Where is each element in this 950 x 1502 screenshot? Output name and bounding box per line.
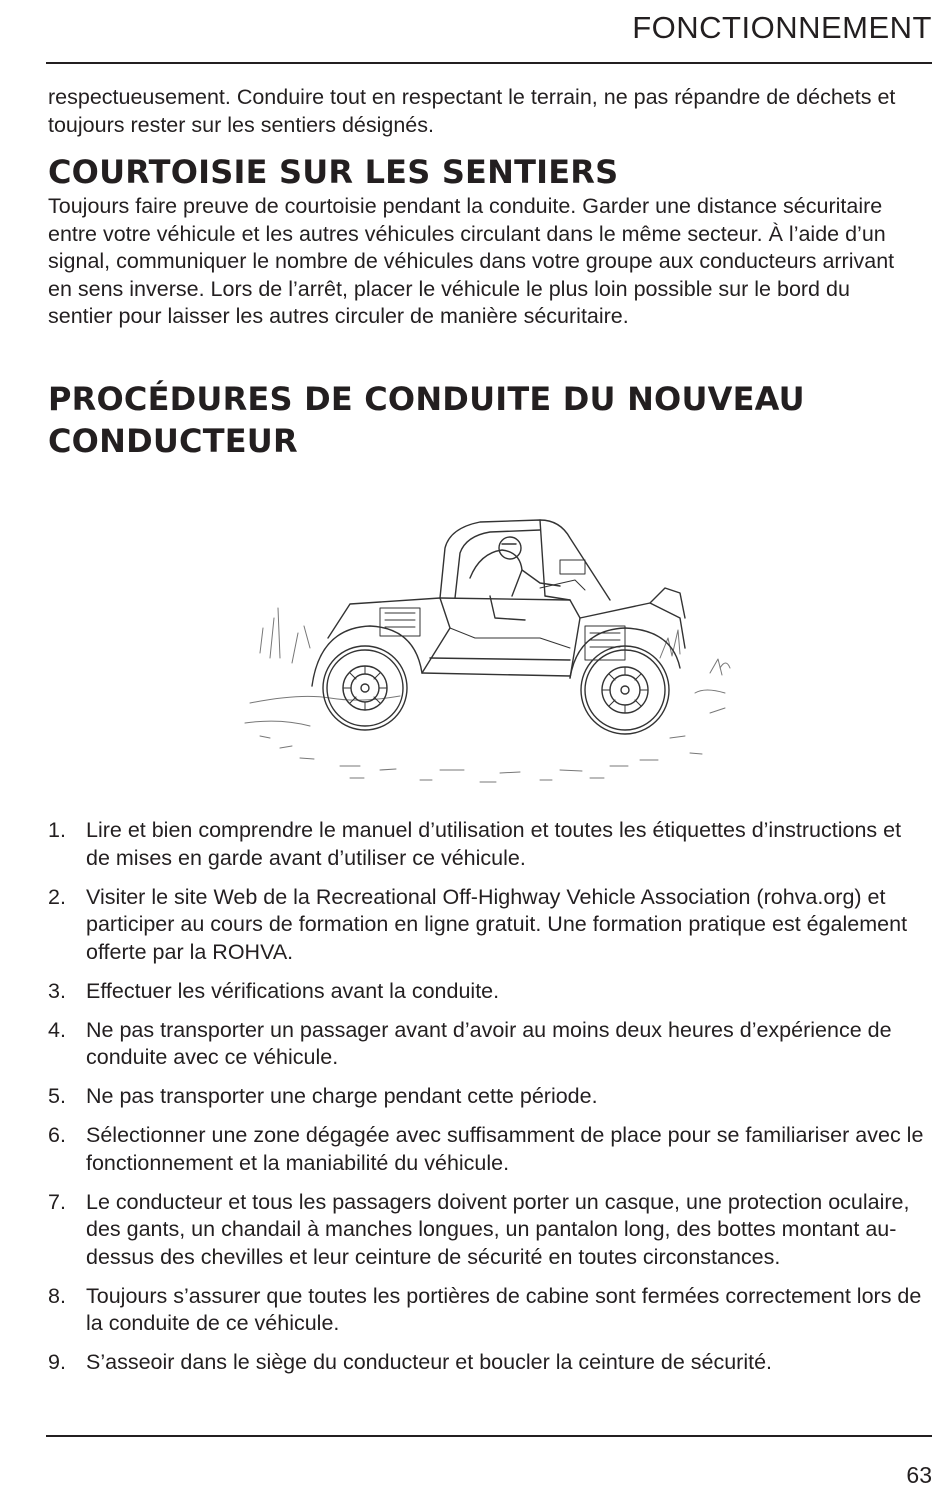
step-number: 8. bbox=[48, 1283, 66, 1308]
step-text: Effectuer les vérifications avant la conduite. bbox=[86, 978, 500, 1003]
step-text: Toujours s’assurer que toutes les portières de cabine sont fermées correctement lors de la conduite de ce véhicule. bbox=[86, 1283, 922, 1335]
list-item bbox=[48, 1122, 930, 1177]
page-number: 63 bbox=[906, 1462, 932, 1488]
intro-paragraph: respectueusement. Conduire tout en respectant le terrain, ne pas répandre de déchets et toujours rester sur les sentiers désignés. bbox=[48, 85, 896, 137]
header-rule bbox=[46, 62, 932, 64]
list-item bbox=[48, 1017, 930, 1072]
new-driver-heading: PROCÉDURES DE CONDUITE DU NOUVEAU CONDUCTEUR bbox=[48, 380, 805, 460]
section-title: FONCTIONNEMENT bbox=[632, 10, 932, 45]
step-number: 6. bbox=[48, 1123, 66, 1147]
list-item bbox=[48, 1349, 930, 1377]
step-number: 1. bbox=[48, 818, 66, 842]
side-by-side-vehicle-illustration bbox=[240, 508, 740, 793]
courtesy-paragraph: Toujours faire preuve de courtoisie pendant la conduite. Garder une distance sécuritaire entre votre véhicule et les autres véhicules circulant dans le même secteur. À l’aide d’un signal, communiquer le nombre de véhicules dans votre groupe aux conducteurs arrivant en sens inverse. Lors de l’arrêt, placer le véhicule le plus loin possible sur le bord du sentier pour laisser les autres circuler de manière sécuritaire. bbox=[48, 194, 895, 328]
step-number: 7. bbox=[48, 1189, 66, 1214]
step-text: Le conducteur et tous les passagers doivent porter un casque, une protection oculaire, des gants, un chandail à manches longues, un pantalon long, des bottes montant au-dessus des chevilles et leur ceinture de sécurité en toutes circonstances. bbox=[86, 1189, 910, 1269]
list-item bbox=[48, 884, 930, 967]
step-text: Ne pas transporter un passager avant d’avoir au moins deux heures d’expérience de conduite avec ce véhicule. bbox=[86, 1017, 892, 1069]
step-number: 5. bbox=[48, 1084, 66, 1108]
list-item bbox=[48, 978, 930, 1006]
step-text: S’asseoir dans le siège du conducteur et boucler la ceinture de sécurité. bbox=[86, 1350, 773, 1374]
footer-rule bbox=[46, 1435, 932, 1437]
step-text: Sélectionner une zone dégagée avec suffisamment de place pour se familiariser avec le fonctionnement et la maniabilité du véhicule. bbox=[86, 1123, 924, 1175]
step-text: Ne pas transporter une charge pendant cette période. bbox=[86, 1084, 598, 1108]
step-text: Lire et bien comprendre le manuel d’utilisation et toutes les étiquettes d’instructions et de mises en garde avant d’utiliser ce véhicule. bbox=[86, 818, 902, 870]
list-item bbox=[48, 1283, 930, 1338]
step-number: 9. bbox=[48, 1350, 66, 1374]
list-item bbox=[48, 1083, 930, 1111]
step-number: 3. bbox=[48, 978, 66, 1003]
new-driver-steps-list bbox=[48, 817, 930, 1388]
step-text: Visiter le site Web de la Recreational Off-Highway Vehicle Association (rohva.org) et participer au cours de formation en ligne gratuit. Une formation pratique est également offerte par la ROHVA. bbox=[86, 884, 908, 964]
step-number: 4. bbox=[48, 1017, 66, 1042]
courtesy-heading: COURTOISIE SUR LES SENTIERS bbox=[48, 153, 619, 191]
list-item bbox=[48, 817, 930, 872]
step-number: 2. bbox=[48, 884, 66, 909]
list-item bbox=[48, 1189, 930, 1272]
